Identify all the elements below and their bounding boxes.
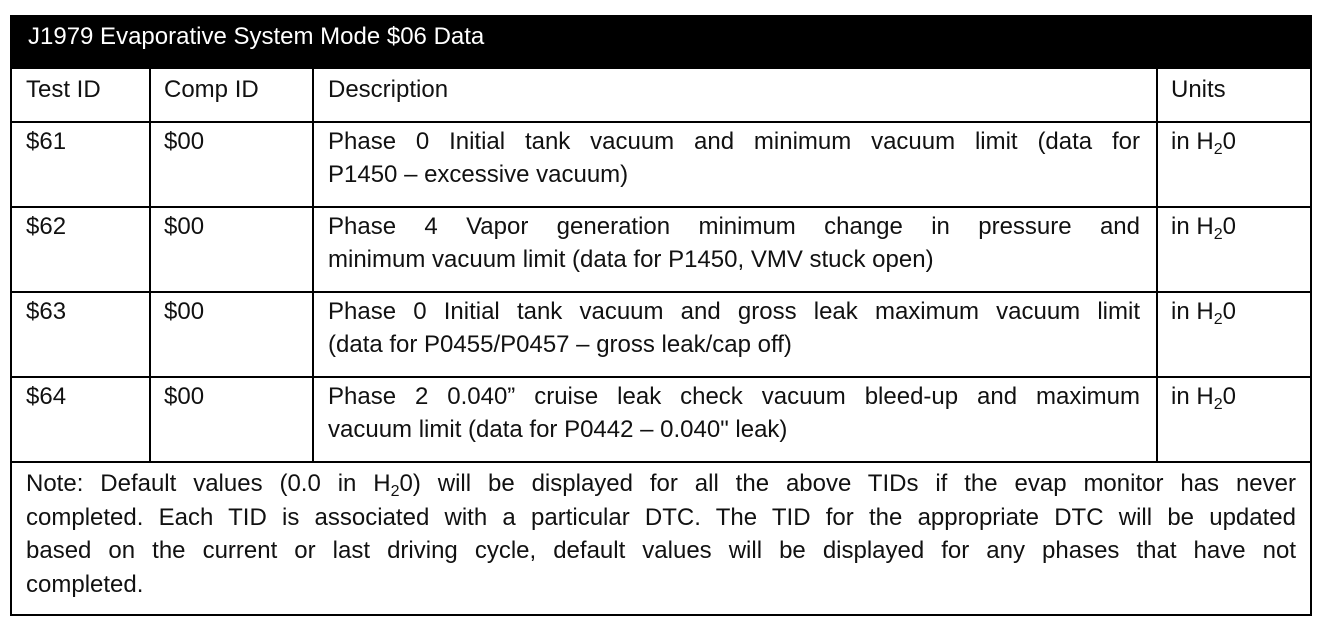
column-divider [312,69,314,462]
units-text: 0 [1222,383,1236,410]
description-line: (data for P0455/P0457 – gross leak/cap off) [328,331,792,358]
description-line: Phase 2 0.040” cruise leak check vacuum bleed-up and maximum [328,383,1140,410]
description-line: Phase 4 Vapor generation minimum change in pressure and [328,213,1140,240]
row-divider [12,206,1310,208]
description-cell [328,210,1140,276]
description-cell [328,295,1140,361]
units-text: 0 [1222,128,1236,155]
comp-id-cell: $00 [164,128,205,155]
row-divider [12,121,1310,123]
comp-id-cell: $00 [164,298,205,325]
table-title: J1979 Evaporative System Mode $06 Data [12,17,1310,69]
description-cell [328,125,1140,191]
row-divider [12,461,1310,463]
description-line: vacuum limit (data for P0442 – 0.040" leak) [328,416,788,443]
header-units: Units [1171,76,1226,103]
units-subscript: 2 [1213,141,1223,158]
units-cell [1171,295,1236,328]
comp-id-cell: $00 [164,213,205,240]
note-line: completed. [26,570,144,598]
row-divider [12,291,1310,293]
units-text: in H [1171,213,1214,240]
note-line: completed. Each TID is associated with a particular DTC. The TID for the appropriate DTC will be updated [26,503,1296,531]
units-cell [1171,380,1236,413]
comp-id-cell: $00 [164,383,205,410]
note-line [26,467,1296,501]
header-test-id: Test ID [26,76,101,103]
test-id-cell: $63 [26,298,67,325]
test-id-cell: $64 [26,383,67,410]
column-divider [1156,69,1158,462]
units-subscript: 2 [1213,226,1223,243]
units-subscript: 2 [1213,396,1223,413]
header-comp-id: Comp ID [164,76,259,103]
description-line: Phase 0 Initial tank vacuum and gross leak maximum vacuum limit [328,298,1140,325]
note-text: Note: Default values (0.0 in H [26,470,391,497]
units-text: in H [1171,298,1214,325]
header-description: Description [328,76,449,103]
note-subscript: 2 [390,483,400,500]
row-divider [12,376,1310,378]
units-text: 0 [1222,298,1236,325]
units-cell [1171,125,1236,158]
description-cell [328,380,1140,446]
units-cell [1171,210,1236,243]
column-divider [149,69,151,462]
description-line: P1450 – excessive vacuum) [328,161,629,188]
note-text: 0) will be displayed for all the above TIDs if the evap monitor has never [399,470,1296,497]
table-note [26,467,1296,601]
units-text: in H [1171,128,1214,155]
evap-mode06-table [10,15,1312,616]
description-line: minimum vacuum limit (data for P1450, VMV stuck open) [328,246,934,273]
units-subscript: 2 [1213,311,1223,328]
test-id-cell: $62 [26,213,67,240]
note-line: based on the current or last driving cycle, default values will be displayed for any phases that have not [26,537,1296,564]
units-text: 0 [1222,213,1236,240]
test-id-cell: $61 [26,128,67,155]
description-line: Phase 0 Initial tank vacuum and minimum vacuum limit (data for [328,128,1140,155]
units-text: in H [1171,383,1214,410]
